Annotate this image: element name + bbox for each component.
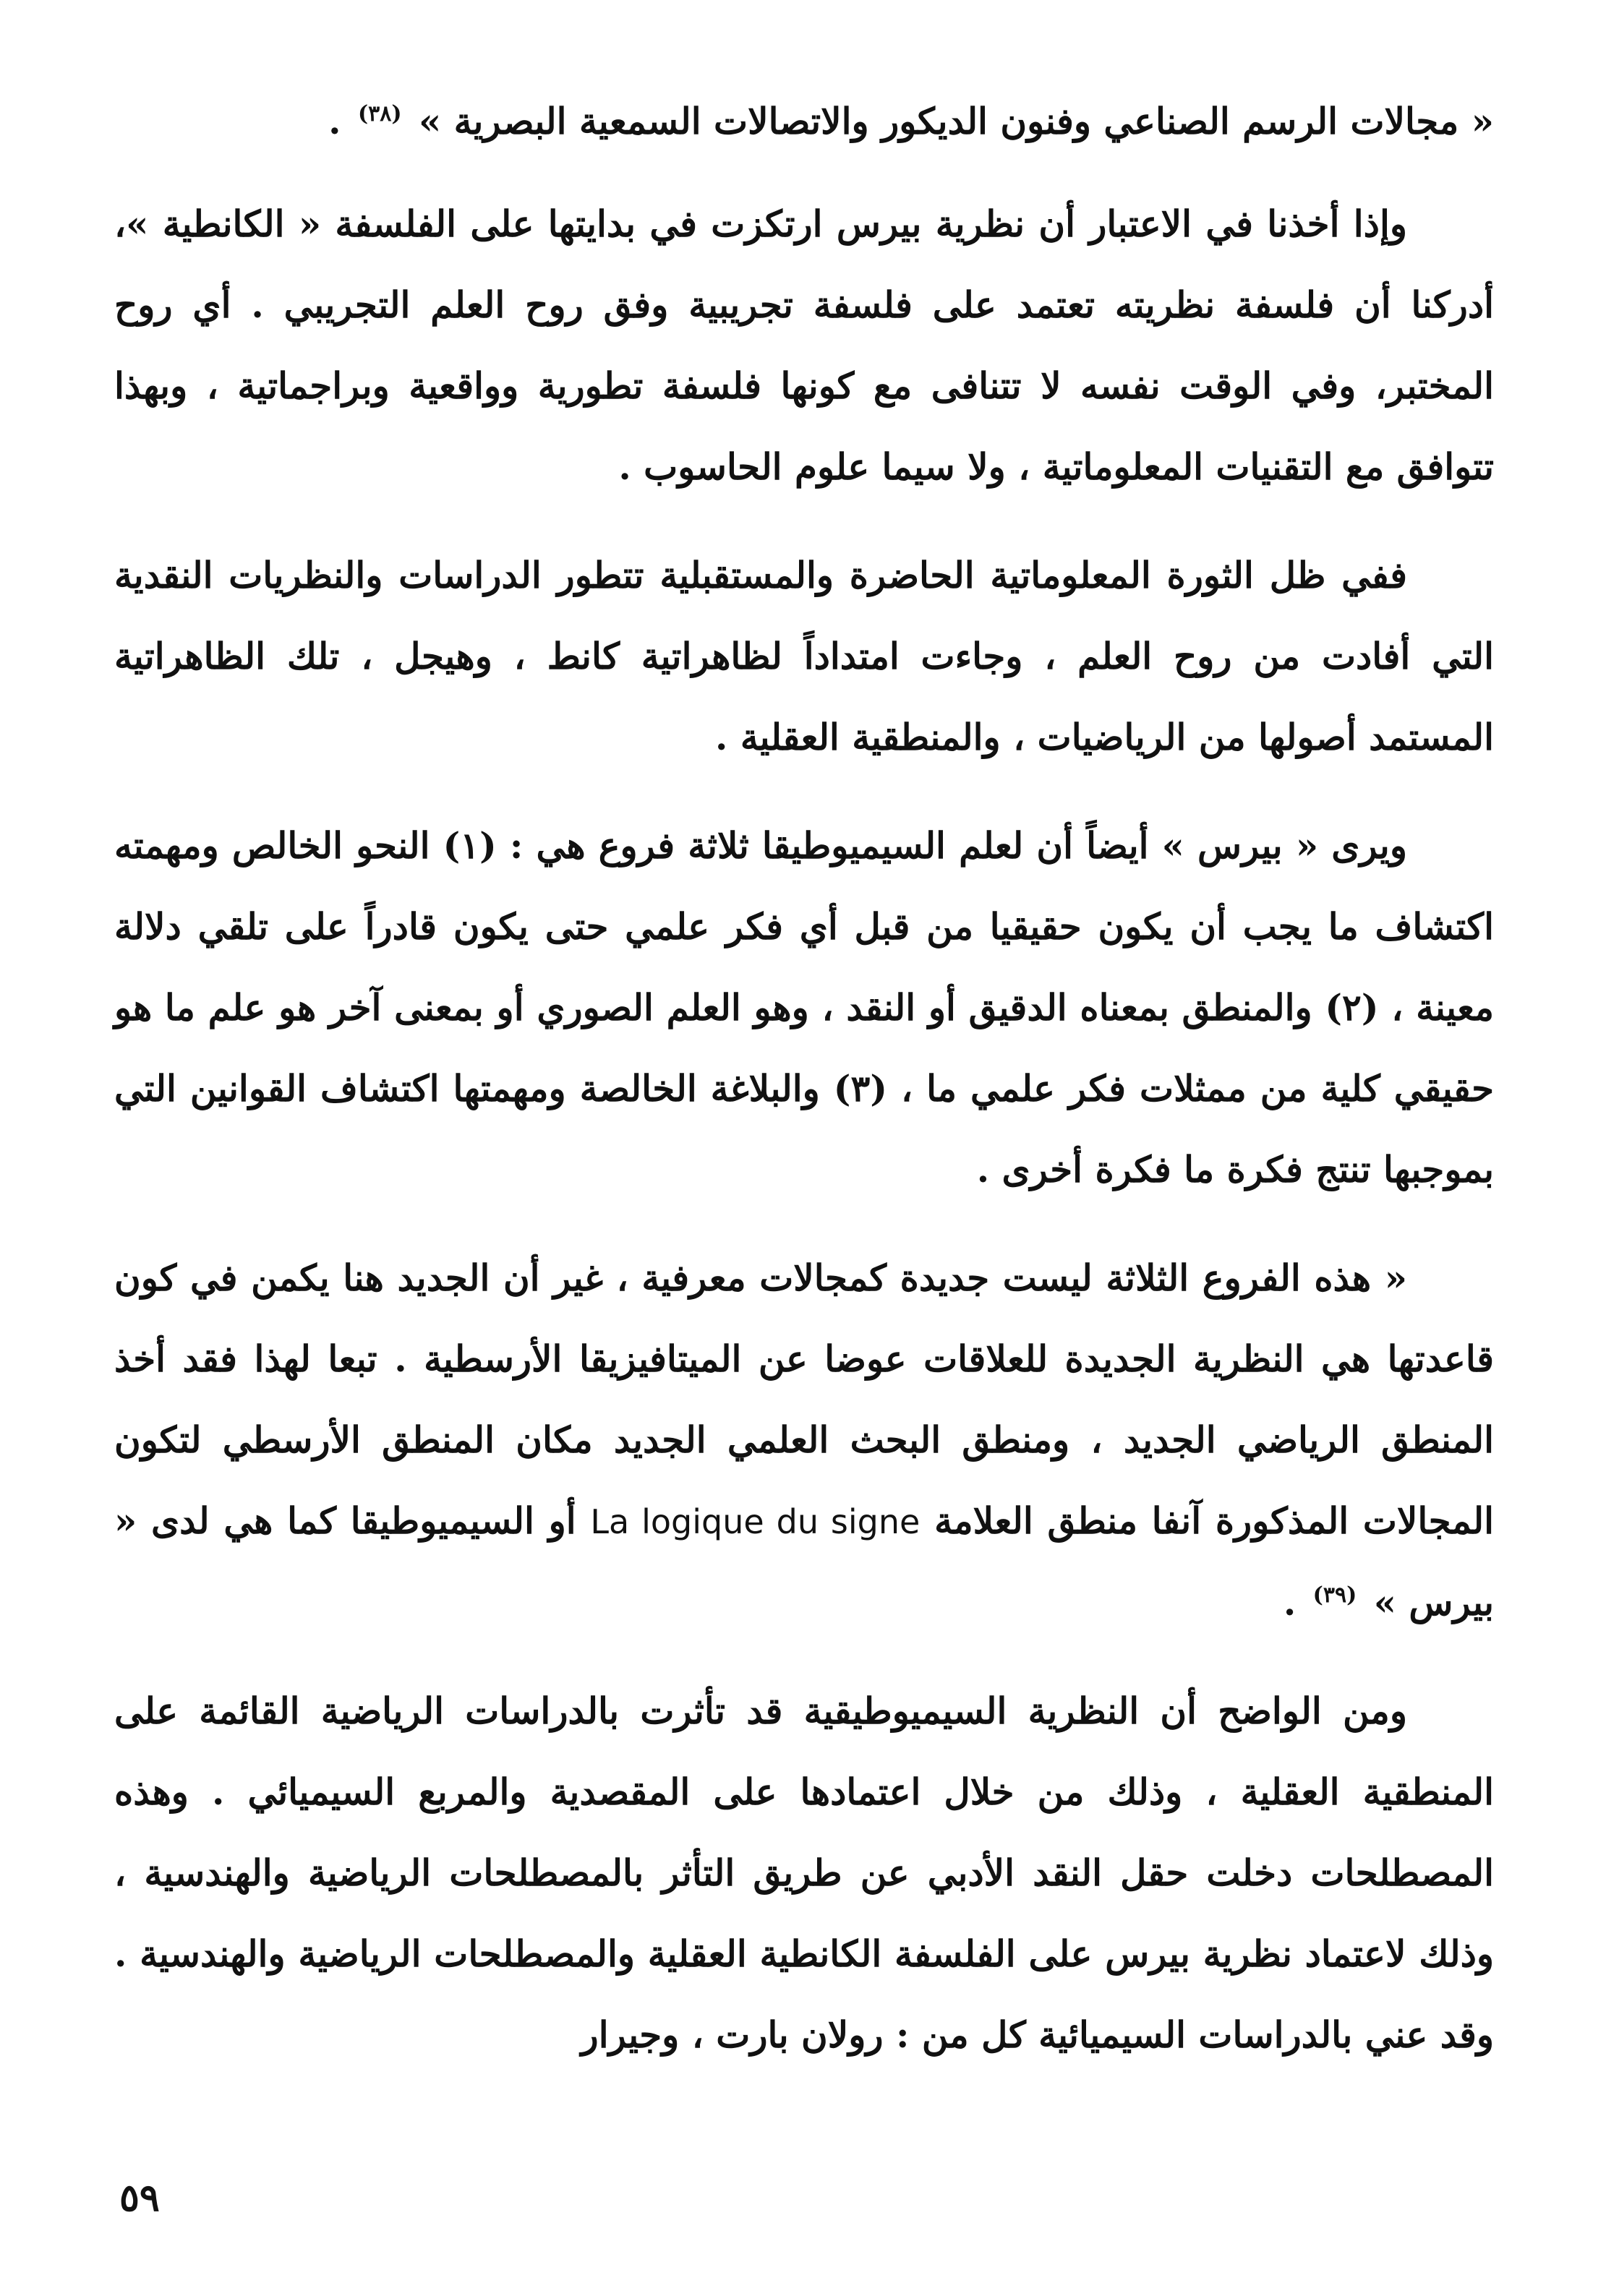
- paragraph-text: « مجالات الرسم الصناعي وفنون الديكور والاتصالات السمعية البصرية »: [419, 100, 1494, 142]
- paragraph-quote-logic: [114, 1238, 1494, 1643]
- paragraph-information-revolution: ففي ظل الثورة المعلوماتية الحاضرة والمستقبلية تتطور الدراسات والنظريات النقدية التي أفادت من روح العلم ، وجاءت امتداداً لظاهراتية كانط ، وهيجل ، تلك الظاهراتية المستمد أصولها من الرياضيات ، والمنطقية العقلية .: [114, 554, 1494, 758]
- paragraph-tail: .: [1283, 1581, 1309, 1624]
- paragraph-quote-end: [114, 81, 1494, 162]
- latin-phrase: La logique du signe: [590, 1502, 921, 1541]
- page-body: [114, 81, 1494, 2103]
- page-number: ٥٩: [119, 2176, 160, 2220]
- paragraph-peirce-kantian: وإذا أخذنا في الاعتبار أن نظرية بيرس ارتكزت في بدايتها على الفلسفة « الكانطية »، أدركنا أن فلسفة نظريته تعتمد على فلسفة تجريبية وفق روح العلم التجريبي . أي روح المختبر، وفي الوقت نفسه لا تتنافى مع كونها فلسفة تطورية وواقعية وبراجماتية ، وبهذا تتوافق مع التقنيات المعلوماتية ، ولا سيما علوم الحاسوب .: [114, 202, 1494, 488]
- paragraph-text-after: أو السيميوطيقا كما هي لدى « بيرس »: [114, 1499, 1494, 1624]
- footnote-marker: (٣٨): [357, 101, 402, 127]
- paragraph-tail: .: [328, 100, 354, 142]
- paragraph-text-before: « هذه الفروع الثلاثة ليست جديدة كمجالات معرفية ، غير أن الجديد هنا يكمن في كون قاعدتها هي النظرية الجديدة للعلاقات عوضا عن الميتافيزيقا الأرسطية . تبعا لهذا فقد أخذ المنطق الرياضي الجديد ، ومنطق البحث العلمي الجديد مكان المنطق الأرسطي لتكون المجالات المذكورة آنفا منطق العلامة: [114, 1256, 1494, 1542]
- footnote-marker: (٣٩): [1312, 1582, 1357, 1609]
- paragraph-semiotic-math: ومن الواضح أن النظرية السيميوطيقية قد تأثرت بالدراسات الرياضية القائمة على المنطقية العقلية ، وذلك من خلال اعتمادها على المقصدية والمربع السيميائي . وهذه المصطلحات دخلت حقل النقد الأدبي عن طريق التأثر بالمصطلحات الرياضية والهندسية ، وذلك لاعتماد نظرية بيرس على الفلسفة الكانطية العقلية والمصطلحات الرياضية والهندسية . وقد عني بالدراسات السيميائية كل من : رولان بارت ، وجيرار: [114, 1689, 1494, 2056]
- paragraph-three-branches: ويرى « بيرس » أيضاً أن لعلم السيميوطيقا ثلاثة فروع هي : (١) النحو الخالص ومهمته اكتشاف ما يجب أن يكون حقيقيا من قبل أي فكر علمي حتى يكون قادراً على تلقي دلالة معينة ، (٢) والمنطق بمعناه الدقيق أو النقد ، وهو العلم الصوري أو بمعنى آخر هو علم ما هو حقيقي كلية من ممثلات فكر علمي ما ، (٣) والبلاغة الخالصة ومهمتها اكتشاف القوانين التي بموجبها تنتج فكرة ما فكرة أخرى .: [114, 824, 1495, 1191]
